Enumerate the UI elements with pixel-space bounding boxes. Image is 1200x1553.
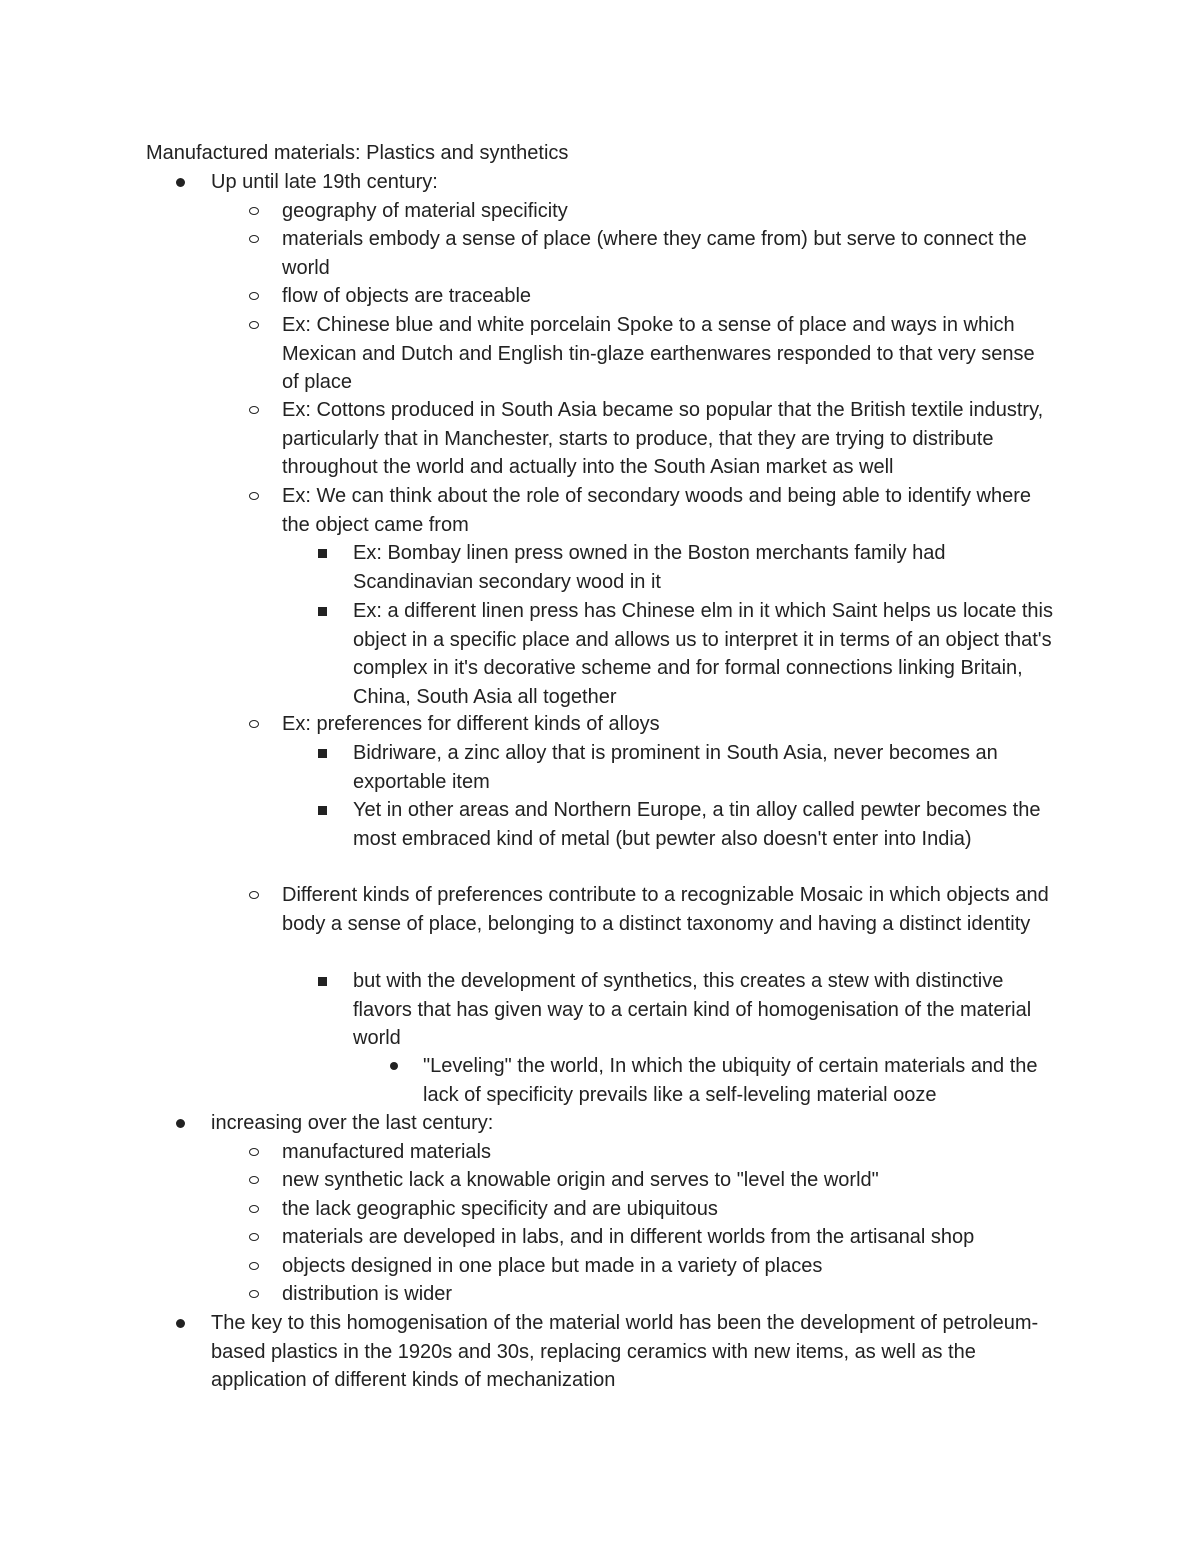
list-item-text: distribution is wider	[282, 1283, 453, 1305]
list-item	[282, 197, 1082, 226]
circle-bullet-icon	[249, 720, 259, 728]
circle-bullet-icon	[249, 235, 259, 243]
list-item-text: Ex: a different linen press has Chinese elm in it which Saint helps us locate this object in a specific place and allows us to interpret it in terms of an object that's complex in it's decorative scheme and for formal connections linking Britain, China, South Asia all together	[353, 600, 1053, 708]
document-title: Manufactured materials: Plastics and synthetics	[146, 142, 569, 164]
list-item	[211, 1109, 1111, 1138]
circle-bullet-icon	[249, 292, 259, 300]
list-item-text: flow of objects are traceable	[282, 285, 532, 307]
list-item-text: objects designed in one place but made in a variety of places	[282, 1255, 823, 1277]
list-item	[423, 1052, 1053, 1109]
list-item	[282, 225, 1062, 282]
list-item-text: Ex: Chinese blue and white porcelain Spoke to a sense of place and ways in which Mexican and Dutch and English tin-glaze earthenwares responded to that very sense of place	[282, 314, 1035, 394]
circle-bullet-icon	[249, 1233, 259, 1241]
list-item	[282, 396, 1057, 482]
square-bullet-icon	[318, 977, 327, 986]
disc-bullet-icon	[176, 1319, 185, 1328]
circle-bullet-icon	[249, 207, 259, 215]
disc-bullet-icon	[176, 178, 185, 187]
list-item-text: Ex: Bombay linen press owned in the Boston merchants family had Scandinavian secondary wood in it	[353, 542, 946, 593]
list-item	[282, 311, 1052, 397]
list-item-text: geography of material specificity	[282, 200, 568, 222]
circle-bullet-icon	[249, 492, 259, 500]
list-item-text: Ex: Cottons produced in South Asia became so popular that the British textile industry, particularly that in Manchester, starts to produce, that they are trying to distribute throughout the world and actually into the South Asian market as well	[282, 399, 1044, 479]
square-bullet-icon	[318, 549, 327, 558]
list-item	[353, 967, 1058, 1053]
disc-bullet-icon	[390, 1062, 398, 1070]
list-item	[353, 739, 1058, 796]
list-item-text: Ex: We can think about the role of secondary woods and being able to identify where the object came from	[282, 485, 1031, 536]
circle-bullet-icon	[249, 1205, 259, 1213]
list-item	[282, 1223, 1082, 1252]
list-item	[282, 1252, 1082, 1281]
circle-bullet-icon	[249, 1148, 259, 1156]
list-item-text: Ex: preferences for different kinds of alloys	[282, 713, 660, 735]
list-item-text: Yet in other areas and Northern Europe, a tin alloy called pewter becomes the most embraced kind of metal (but pewter also doesn't enter into India)	[353, 799, 1041, 850]
list-item	[282, 282, 1082, 311]
list-item	[282, 1195, 1082, 1224]
list-item	[282, 881, 1062, 938]
list-item-text: Bidriware, a zinc alloy that is prominent in South Asia, never becomes an exportable item	[353, 742, 998, 793]
list-item	[282, 482, 1042, 539]
list-item-text: the lack geographic specificity and are ubiquitous	[282, 1198, 718, 1220]
list-item	[282, 1280, 1082, 1309]
circle-bullet-icon	[249, 1262, 259, 1270]
list-item-text: manufactured materials	[282, 1141, 491, 1163]
list-item-text: but with the development of synthetics, this creates a stew with distinctive flavors that has given way to a certain kind of homogenisation of the material world	[353, 970, 1032, 1050]
list-item	[353, 796, 1058, 853]
square-bullet-icon	[318, 806, 327, 815]
list-item-text: Different kinds of preferences contribute to a recognizable Mosaic in which objects and body a sense of place, belonging to a distinct taxonomy and having a distinct identity	[282, 884, 1049, 935]
square-bullet-icon	[318, 749, 327, 758]
list-item-text: materials embody a sense of place (where they came from) but serve to connect the world	[282, 228, 1027, 279]
list-item-text: The key to this homogenisation of the material world has been the development of petroleum-based plastics in the 1920s and 30s, replacing ceramics with new items, as well as the application of different kinds of mechanization	[211, 1312, 1039, 1392]
circle-bullet-icon	[249, 1290, 259, 1298]
circle-bullet-icon	[249, 406, 259, 414]
circle-bullet-icon	[249, 891, 259, 899]
list-item	[211, 168, 1111, 197]
list-item	[211, 1309, 1041, 1395]
square-bullet-icon	[318, 607, 327, 616]
list-item	[353, 597, 1068, 711]
list-item	[282, 1138, 1082, 1167]
circle-bullet-icon	[249, 1176, 259, 1184]
list-item-text: "Leveling" the world, In which the ubiquity of certain materials and the lack of specificity prevails like a self-leveling material ooze	[423, 1055, 1038, 1106]
list-item-text: new synthetic lack a knowable origin and serves to "level the world"	[282, 1169, 879, 1191]
list-item	[282, 1166, 1082, 1195]
list-item	[353, 539, 1003, 596]
list-item-text: materials are developed in labs, and in different worlds from the artisanal shop	[282, 1226, 975, 1248]
list-item	[282, 710, 1082, 739]
list-item-text: Up until late 19th century:	[211, 171, 438, 193]
circle-bullet-icon	[249, 321, 259, 329]
disc-bullet-icon	[176, 1119, 185, 1128]
list-item-text: increasing over the last century:	[211, 1112, 494, 1134]
